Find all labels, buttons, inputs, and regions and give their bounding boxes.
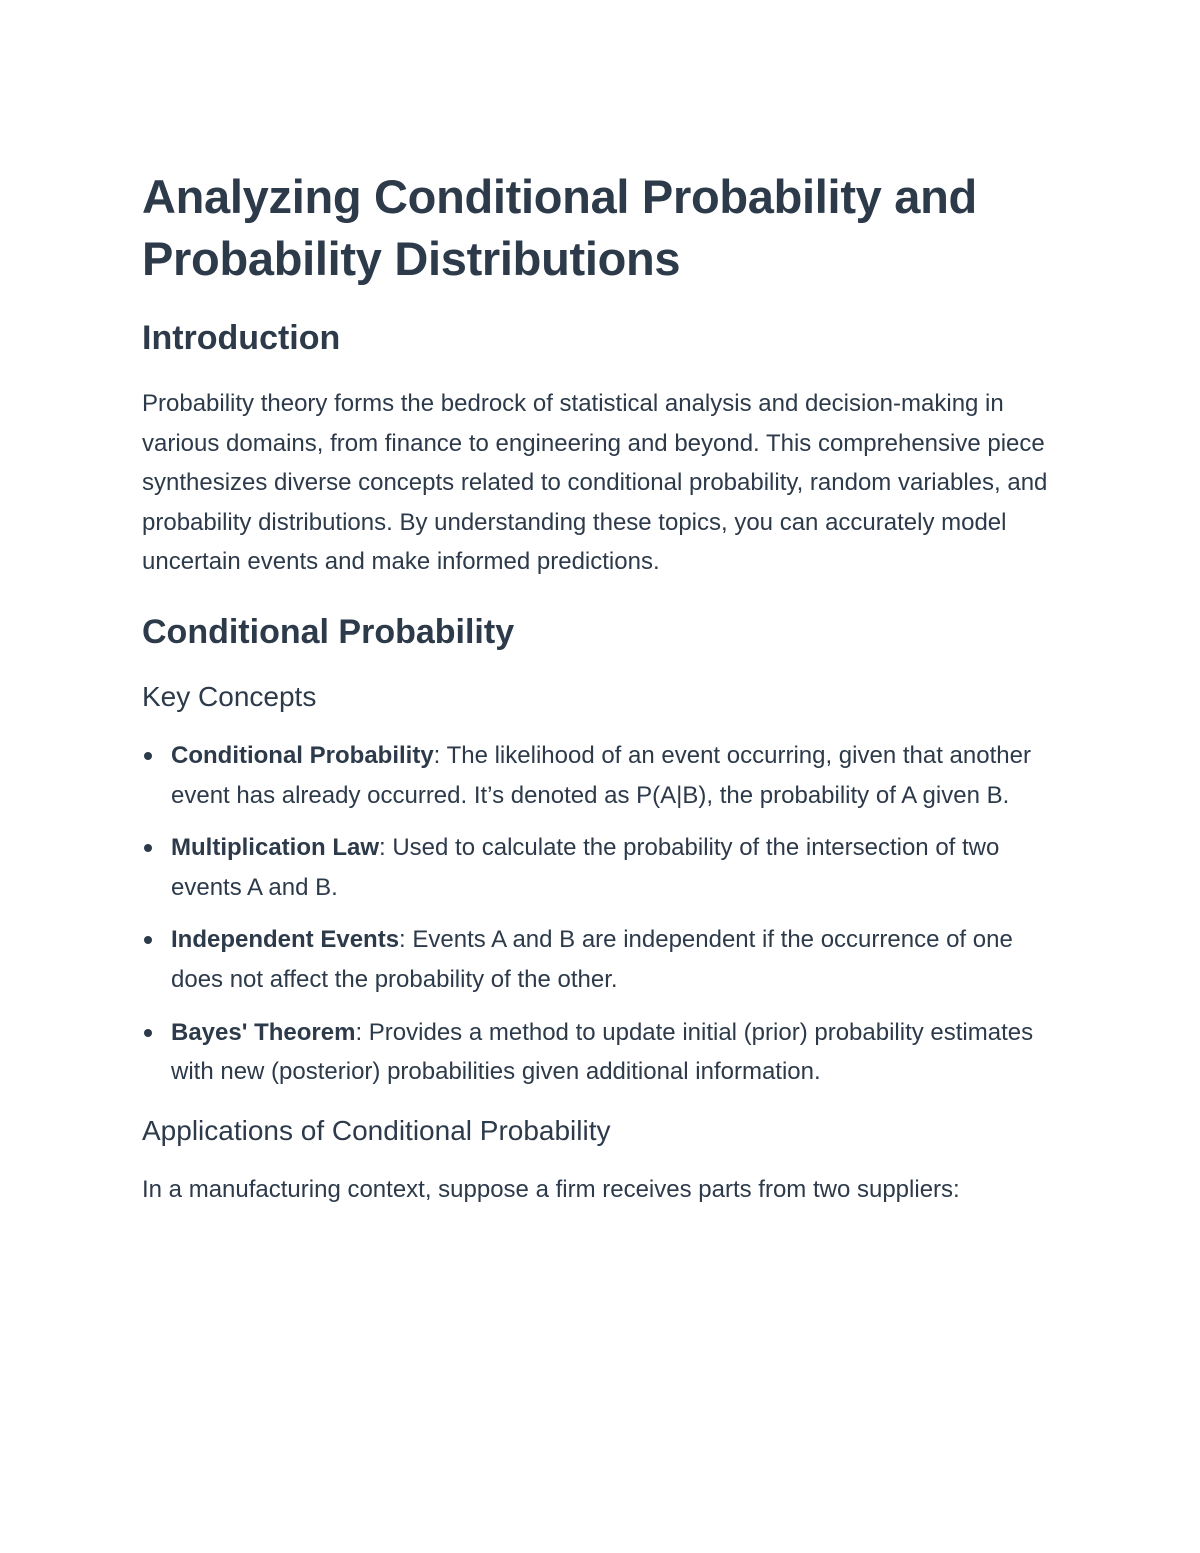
concept-description: : The likelihood of an event occurring, given that another event has already occurred. It’s denoted as P(A|B), the probability of A given B.	[171, 741, 1031, 809]
list-item	[142, 1013, 1067, 1092]
list-item	[142, 736, 1067, 815]
bullet-icon	[144, 844, 152, 852]
concept-term: Multiplication Law	[171, 834, 379, 862]
concept-term: Independent Events	[171, 926, 400, 954]
document-page	[142, 166, 1067, 1237]
page-title: Analyzing Conditional Probability and Probability Distributions	[142, 170, 977, 285]
list-item	[142, 920, 1067, 999]
concept-description: : Events A and B are independent if the occurrence of one does not affect the probability of the other.	[171, 926, 1013, 993]
introduction-heading: Introduction	[142, 319, 341, 357]
introduction-paragraph: Probability theory forms the bedrock of statistical analysis and decision-making in various domains, from finance to engineering and beyond. This comprehensive piece synthesizes diverse concepts related to conditional probability, random variables, and probability distributions. By understanding these topics, you can accurately model uncertain events and make informed predictions.	[142, 390, 1048, 576]
key-concepts-heading: Key Concepts	[142, 680, 317, 712]
concept-term: Bayes' Theorem	[171, 1018, 356, 1046]
key-concepts-list	[142, 736, 1067, 1092]
bullet-icon	[144, 752, 152, 760]
applications-heading: Applications of Conditional Probability	[142, 1114, 611, 1146]
conditional-probability-heading: Conditional Probability	[142, 612, 515, 651]
concept-term: Conditional Probability	[171, 741, 434, 769]
list-item	[142, 828, 1067, 907]
concept-description: : Provides a method to update initial (prior) probability estimates with new (posterior) probabilities given additional information.	[171, 1018, 1034, 1086]
bullet-icon	[144, 1029, 152, 1037]
bullet-icon	[144, 936, 152, 944]
concept-description: : Used to calculate the probability of the intersection of two events A and B.	[171, 834, 1000, 901]
applications-paragraph: In a manufacturing context, suppose a firm receives parts from two suppliers:	[142, 1175, 960, 1203]
